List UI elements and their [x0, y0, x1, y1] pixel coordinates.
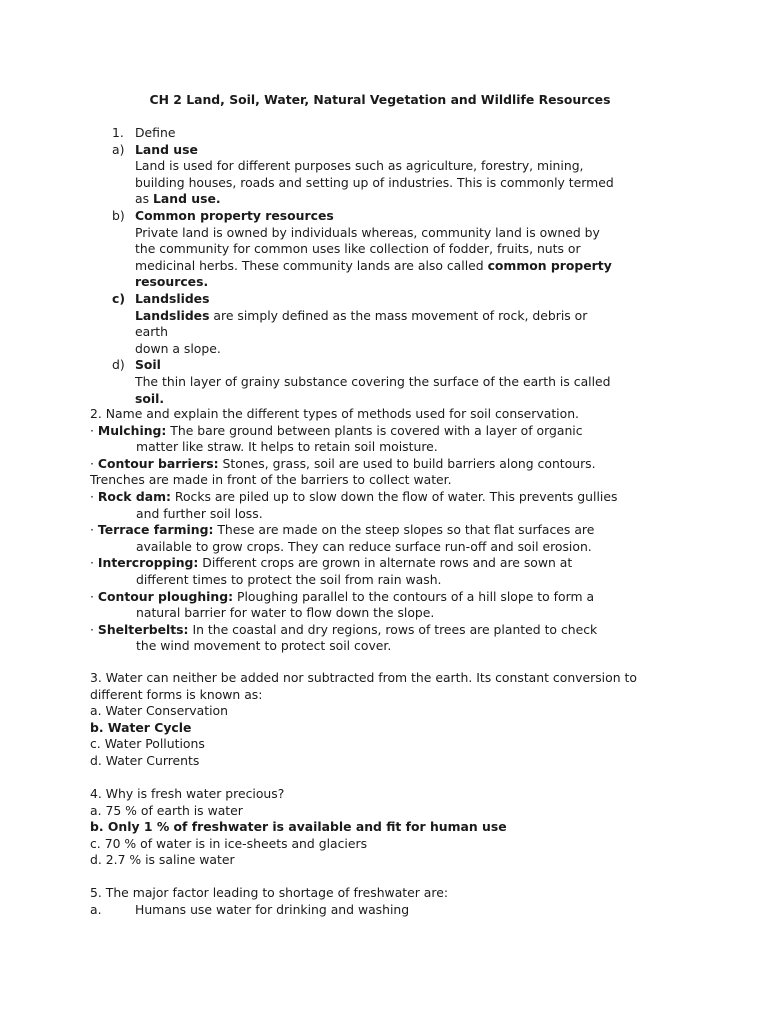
question-2-text: 2. Name and explain the different types of methods used for soil conservation.	[90, 406, 580, 421]
question-1-text: Define	[135, 125, 176, 140]
question-4-text: 4. Why is fresh water precious?	[90, 786, 285, 801]
question-5-text: 5. The major factor leading to shortage of freshwater are:	[90, 885, 449, 900]
question-3	[90, 670, 660, 770]
option-marker: a.	[90, 901, 102, 917]
question-1-intro	[112, 125, 672, 142]
bullet-continuation: available to grow crops. They can reduce surface run-off and soil erosion.	[136, 538, 592, 554]
definition-heading: Soil	[135, 357, 161, 373]
bullet-text: In the coastal and dry regions, rows of trees are planted to check	[188, 621, 598, 637]
bullet-label: Terrace farming:	[97, 522, 214, 538]
list-marker: d)	[112, 357, 125, 373]
question-1	[112, 125, 672, 407]
definition-line: The thin layer of grainy substance covering the surface of the earth is called	[135, 373, 611, 389]
definition-body	[112, 308, 615, 358]
bullet-label: Rock dam:	[97, 488, 171, 504]
definition-heading: Land use	[135, 141, 198, 157]
list-marker: c)	[112, 290, 126, 306]
definition-text: as	[135, 191, 153, 207]
bullet-label: Contour barriers:	[97, 455, 219, 471]
answer-option-correct: b. Only 1 % of freshwater is available and fit for human use	[90, 819, 507, 835]
question-2	[90, 406, 650, 655]
definition-line: building houses, roads and setting up of industries. This is commonly termed	[135, 174, 614, 190]
bullet-shelterbelts	[90, 622, 650, 655]
definition-line: down a slope.	[135, 340, 221, 356]
definition-term: Land use.	[153, 191, 221, 207]
definition-term: Landslides	[135, 307, 210, 323]
definition-line	[135, 191, 615, 208]
answer-option: c. Water Pollutions	[90, 736, 205, 752]
definition-line: Land is used for different purposes such as agriculture, forestry, mining,	[135, 158, 584, 174]
bullet-text: Rocks are piled up to slow down the flow of water. This prevents gullies	[170, 488, 618, 504]
bullet-dot: ·	[90, 422, 98, 438]
definition-text: medicinal herbs. These community lands are also called	[135, 257, 488, 273]
answer-option: d. 2.7 % is saline water	[90, 852, 235, 868]
answer-option: a. Water Conservation	[90, 703, 228, 719]
answer-option	[90, 902, 660, 919]
bullet-dot: ·	[90, 455, 98, 471]
definition-text: are simply defined as the mass movement of rock, debris or earth	[135, 307, 588, 340]
bullet-contour-ploughing	[90, 589, 650, 622]
bullet-text: The bare ground between plants is covered with a layer of organic	[166, 422, 583, 438]
definition-term: resources.	[135, 274, 209, 290]
bullet-continuation: the wind movement to protect soil cover.	[136, 638, 392, 654]
answer-option: d. Water Currents	[90, 752, 200, 768]
definition-line: the community for common uses like collection of fodder, fruits, nuts or	[135, 241, 581, 257]
bullet-dot: ·	[90, 522, 98, 538]
answer-option: a. 75 % of earth is water	[90, 802, 243, 818]
bullet-dot: ·	[90, 621, 98, 637]
definition-line	[135, 308, 615, 341]
bullet-continuation: natural barrier for water to flow down the slope.	[136, 605, 435, 621]
question-3-text: different forms is known as:	[90, 686, 263, 702]
definition-common-property	[112, 208, 672, 225]
bullet-dot: ·	[90, 555, 98, 571]
list-marker: a)	[112, 141, 125, 157]
bullet-intercropping	[90, 555, 650, 588]
question-4	[90, 786, 660, 869]
definition-body	[112, 374, 615, 407]
bullet-text: These are made on the steep slopes so that flat surfaces are	[213, 522, 595, 538]
option-text: Humans use water for drinking and washing	[135, 901, 410, 917]
answer-option-correct: b. Water Cycle	[90, 719, 192, 735]
bullet-rock-dam	[90, 489, 650, 522]
bullet-text: Different crops are grown in alternate rows and are sown at	[198, 555, 573, 571]
bullet-label: Contour ploughing:	[97, 588, 234, 604]
definition-heading: Common property resources	[135, 207, 334, 223]
definition-term: soil.	[135, 390, 165, 406]
bullet-label: Shelterbelts:	[97, 621, 189, 637]
question-5	[90, 885, 660, 918]
bullet-continuation: and further soil loss.	[136, 505, 263, 521]
definition-line: Private land is owned by individuals whereas, community land is owned by	[135, 224, 600, 240]
definition-body	[112, 158, 615, 208]
bullet-text: Ploughing parallel to the contours of a hill slope to form a	[233, 588, 595, 604]
definition-landslides	[112, 291, 672, 308]
definition-soil	[112, 357, 672, 374]
definition-line	[135, 258, 615, 275]
definition-land-use	[112, 142, 672, 159]
definition-body	[112, 225, 615, 291]
list-number: 1.	[112, 125, 124, 140]
bullet-continuation: different times to protect the soil from rain wash.	[136, 571, 442, 587]
definition-term: common property	[487, 257, 612, 273]
answer-option: c. 70 % of water is in ice-sheets and glaciers	[90, 835, 368, 851]
bullet-continuation: Trenches are made in front of the barriers to collect water.	[90, 472, 452, 488]
bullet-label: Mulching:	[97, 422, 167, 438]
bullet-label: Intercropping:	[97, 555, 199, 571]
bullet-dot: ·	[90, 488, 98, 504]
definition-heading: Landslides	[135, 290, 210, 306]
bullet-mulching	[90, 423, 650, 456]
bullet-terrace-farming	[90, 522, 650, 555]
document-title: CH 2 Land, Soil, Water, Natural Vegetation and Wildlife Resources	[149, 92, 611, 107]
bullet-contour-barriers	[90, 456, 650, 489]
bullet-text: Stones, grass, soil are used to build barriers along contours.	[218, 455, 596, 471]
question-3-text: 3. Water can neither be added nor subtracted from the earth. Its constant conversion to	[90, 670, 637, 685]
bullet-continuation: matter like straw. It helps to retain soil moisture.	[136, 439, 438, 455]
bullet-dot: ·	[90, 588, 98, 604]
list-marker: b)	[112, 207, 125, 223]
